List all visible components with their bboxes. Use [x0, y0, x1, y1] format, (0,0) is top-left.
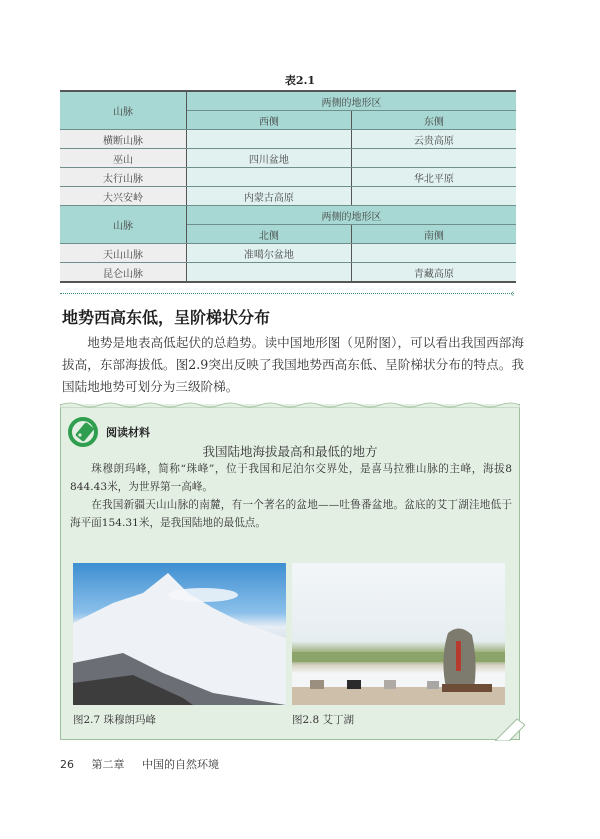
- row-mountain: 天山山脉: [60, 244, 187, 263]
- header-mountain: 山脉: [60, 91, 187, 130]
- row-mountain: 太行山脉: [60, 168, 187, 187]
- reading-badge-label: 阅读材料: [106, 426, 150, 439]
- figure-caption: 图2.7 珠穆朗玛峰: [73, 714, 157, 726]
- row-right: [351, 187, 516, 206]
- everest-photo: [73, 563, 286, 705]
- row-left: [187, 168, 352, 187]
- aiding-lake-photo: [292, 563, 505, 705]
- header-group: 两侧的地形区: [187, 91, 517, 111]
- mountain-terrain-table: [60, 90, 516, 283]
- chevron-left-icon: ‹: [510, 287, 515, 300]
- header-east: 东侧: [351, 111, 516, 130]
- row-right: [351, 244, 516, 263]
- row-left: [187, 130, 352, 149]
- section-paragraph: 地势是地表高低起伏的总趋势。读中国地形图（见附图），可以看出我国西部海拔高，东部海拔低。图2.9突出反映了我国地势西高东低、呈阶梯状分布的特点。我国陆地地势可划分为三级阶梯。: [62, 335, 524, 394]
- header-west: 西侧: [187, 111, 352, 130]
- row-left: 准噶尔盆地: [187, 244, 352, 263]
- row-mountain: 昆仑山脉: [60, 263, 187, 283]
- table-caption: 表2.1: [284, 74, 316, 87]
- figure-caption: 图2.8 艾丁湖: [292, 714, 355, 726]
- row-left: [187, 263, 352, 283]
- row-right: 云贵高原: [351, 130, 516, 149]
- header-south: 南侧: [351, 225, 516, 244]
- reading-title: 我国陆地海拔最高和最低的地方: [202, 444, 378, 459]
- reading-paragraph: 珠穆朗玛峰，简称“珠峰”，位于我国和尼泊尔交界处，是喜马拉雅山脉的主峰，海拔8 844.43米，为世界第一高峰。: [70, 463, 512, 493]
- table-row: [60, 244, 516, 263]
- reading-body: [70, 460, 512, 532]
- header-north: 北侧: [187, 225, 352, 244]
- row-right: [351, 149, 516, 168]
- row-left: 内蒙古高原: [187, 187, 352, 206]
- row-mountain: 巫山: [60, 149, 187, 168]
- table-row: [60, 187, 516, 206]
- reading-paragraph: 在我国新疆天山山脉的南麓，有一个著名的盆地——吐鲁番盆地。盆底的艾丁湖洼地低于海平面154.31米，是我国陆地的最低点。: [70, 499, 512, 529]
- header-group: 两侧的地形区: [187, 206, 517, 225]
- row-mountain: 横断山脉: [60, 130, 187, 149]
- chapter-label: 第二章: [91, 758, 125, 771]
- page-footer: [60, 756, 233, 772]
- section-heading: 地势西高东低，呈阶梯状分布: [62, 308, 271, 327]
- row-mountain: 大兴安岭: [60, 187, 187, 206]
- row-left: 四川盆地: [187, 149, 352, 168]
- row-right: 青藏高原: [351, 263, 516, 283]
- table-row: [60, 168, 516, 187]
- dotted-divider: [60, 293, 514, 294]
- row-right: 华北平原: [351, 168, 516, 187]
- chapter-title: 中国的自然环境: [142, 758, 219, 771]
- table-row: [60, 149, 516, 168]
- wavy-border: [60, 400, 520, 408]
- page-number: 26: [60, 758, 74, 771]
- table-row: [60, 263, 516, 283]
- page-curl-icon: [495, 711, 525, 741]
- header-mountain: 山脉: [60, 206, 187, 244]
- table-row: [60, 130, 516, 149]
